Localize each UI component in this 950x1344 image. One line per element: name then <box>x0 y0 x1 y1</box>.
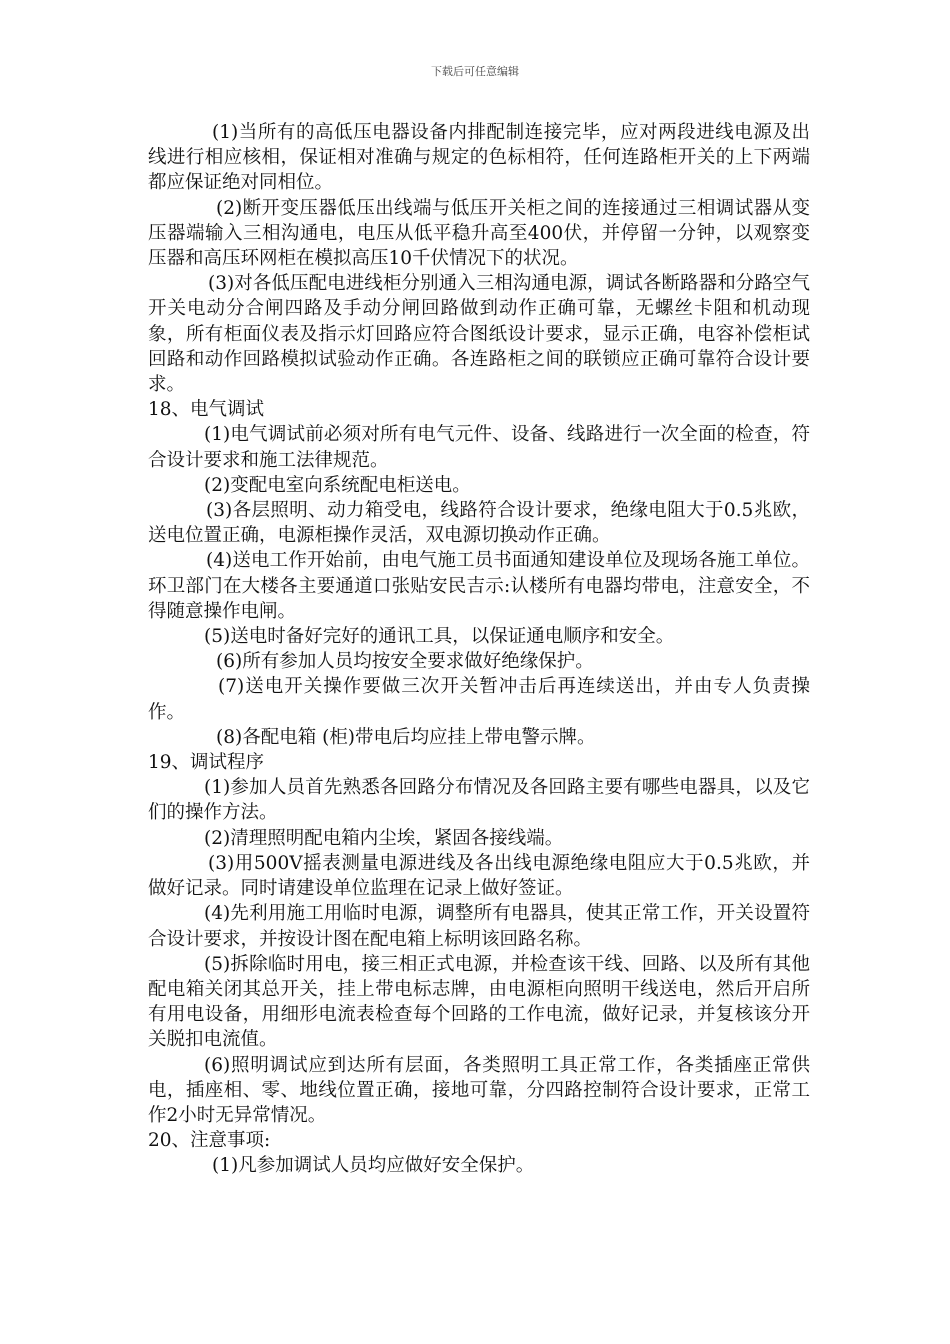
list-item: (6)所有参加人员均按安全要求做好绝缘保护。 <box>216 651 594 673</box>
list-item: (3)用500V摇表测量电源进线及各出线电源绝缘电阻应大于0.5兆欧，并做好记录。同时请建设单位监理在记录上做好签证。 <box>148 852 810 900</box>
list-item: (2)清理照明配电箱内尘埃，紧固各接线端。 <box>204 827 564 849</box>
list-item: (6)照明调试应到达所有层面，各类照明工具正常工作，各类插座正常供电，插座相、零、地线位置正确，接地可靠，分四路控制符合设计要求，正常工作2小时无异常情况。 <box>148 1054 810 1126</box>
list-item: (5)送电时备好完好的通讯工具，以保证通电顺序和安全。 <box>204 626 675 648</box>
list-item: (4)先利用施工用临时电源，调整所有电器具，使其正常工作，开关设置符合设计要求，并按设计图在配电箱上标明该回路名称。 <box>148 903 810 950</box>
document-body <box>148 120 810 1179</box>
paragraph: (1)当所有的高低压电器设备内排配制连接完毕，应对两段进线电源及出线进行相应核相，保证相对准确与规定的色标相符，任何连路柜开关的上下两端都应保证绝对同相位。 <box>148 122 810 194</box>
list-item: (1)参加人员首先熟悉各回路分布情况及各回路主要有哪些电器具，以及它们的操作方法。 <box>148 777 810 824</box>
paragraph: (3)对各低压配电进线柜分别通入三相沟通电源，调试各断路器和分路空气开关电动分合闸四路及手动分闸回路做到动作正确可靠，无螺丝卡阻和机动现象，所有柜面仪表及指示灯回路应符合图纸设计要求，显示正确，电容补偿柜试回路和动作回路模拟试验动作正确。各连路柜之间的联锁应正确可靠符合设计要求。 <box>148 273 810 396</box>
paragraph: (2)断开变压器低压出线端与低压开关柜之间的连接通过三相调试器从变压器端输入三相沟通电，电压从低平稳升高至400伏，并停留一分钟，以观察变压器和高压环网柜在模拟高压10千伏情况下的状况。 <box>148 197 810 270</box>
list-item: (5)拆除临时用电，接三相正式电源，并检查该干线、回路、以及所有其他配电箱关闭其总开关，挂上带电标志牌，由电源柜向照明干线送电，然后开启所有用电设备，用细形电流表检查每个回路的工作电流，做好记录，并复核该分开关脱扣电流值。 <box>148 953 810 1051</box>
list-item: (8)各配电箱 (柜)带电后均应挂上带电警示牌。 <box>216 726 596 748</box>
list-item: (1)凡参加调试人员均应做好安全保护。 <box>212 1155 535 1177</box>
section-heading: 20、注意事项: <box>148 1130 271 1152</box>
section-heading: 19、调试程序 <box>148 752 265 774</box>
list-item: (1)电气调试前必须对所有电气元件、设备、线路进行一次全面的检查，符合设计要求和施工法律规范。 <box>148 424 810 471</box>
list-item: (2)变配电室向系统配电柜送电。 <box>204 474 471 496</box>
list-item: (3)各层照明、动力箱受电，线路符合设计要求，绝缘电阻大于0.5兆欧，送电位置正确，电源柜操作灵活，双电源切换动作正确。 <box>148 500 810 547</box>
page-header: 下载后可任意编辑 <box>431 65 519 78</box>
section-heading: 18、电气调试 <box>148 399 265 421</box>
list-item: (4)送电工作开始前，由电气施工员书面通知建设单位及现场各施工单位。环卫部门在大楼各主要通道口张贴安民吉示:认楼所有电器均带电，注意安全，不得随意操作电闸。 <box>148 550 810 622</box>
list-item: (7)送电开关操作要做三次开关暂冲击后再连续送出，并由专人负责操作。 <box>148 676 810 723</box>
